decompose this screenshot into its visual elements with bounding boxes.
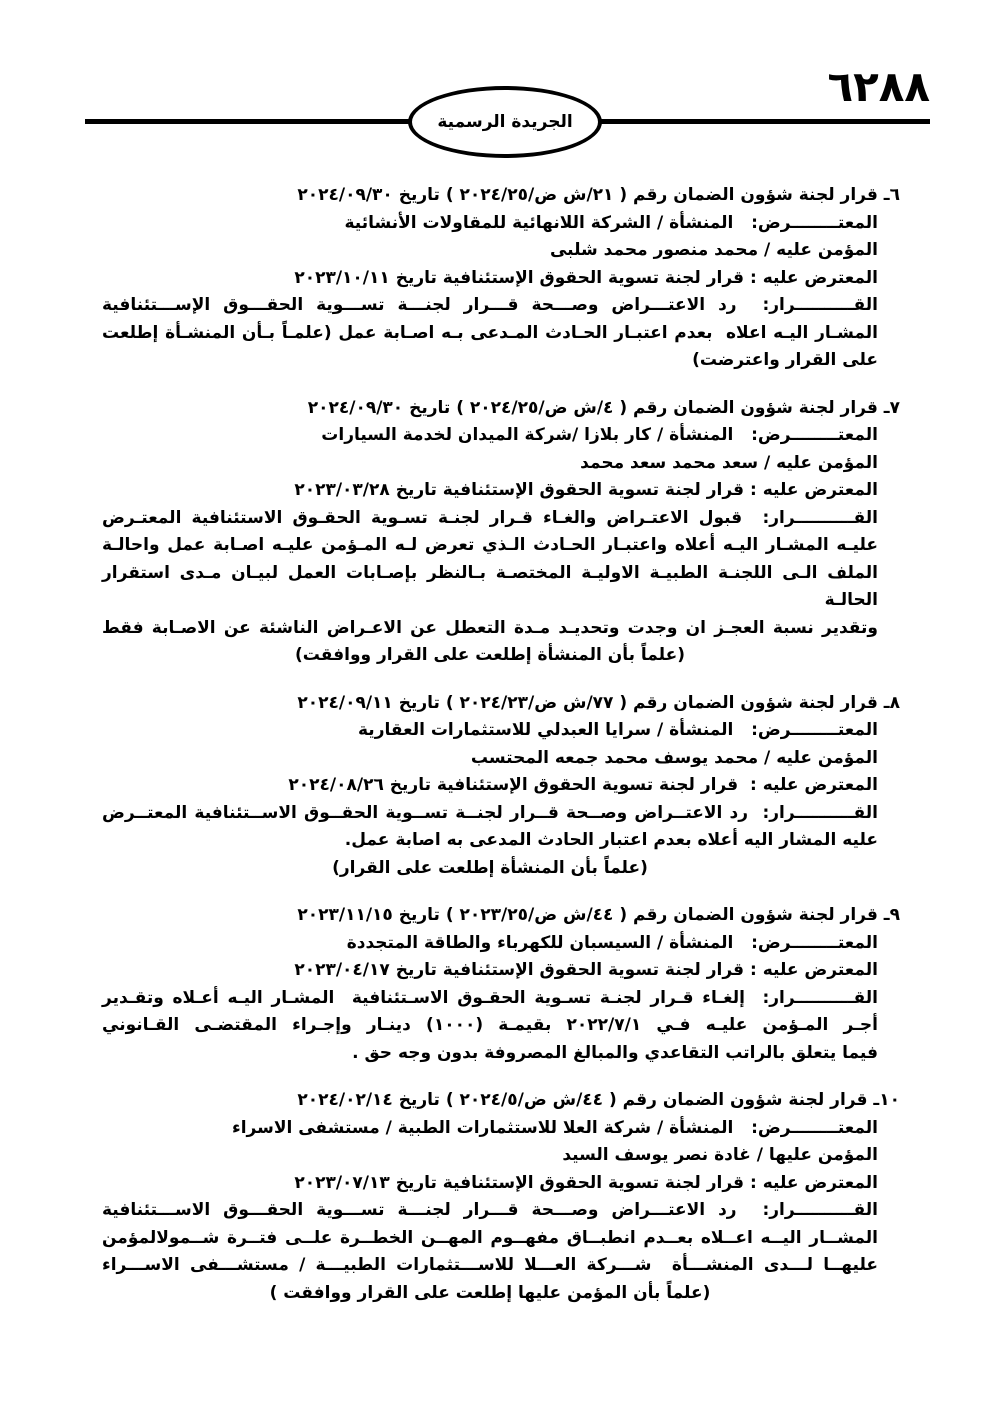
decision-note-line: (علماً بأن المنشأة إطلعت على القرار ووافقت): [294, 645, 685, 665]
decision-body-line: المشـار اليـه اعلاه بعدم اعتبـار الحـادث المـدعى بـه اصـابة عمل (علمـاً بـأن المنشـأة إطلعت: [102, 322, 878, 343]
decision-body-line: القــــــــــرار: رد الاعتــراض وصــحة قــرار لجنــة تســوية الحقــوق الاســتئنافية المعتــرض: [102, 802, 878, 823]
decision-field-line: فيما يتعلق بالراتب التقاعدي والمبالغ المصروفة بدون وجه حق .: [352, 1042, 878, 1063]
gazette-title: الجريدة الرسمية: [437, 112, 573, 132]
decision-body-line: القــــــــــرار: رد الاعتـــراض وصـــحة قـــرار لجنـــة تســـوية الحقـــوق الإســـتئنافية: [102, 295, 878, 315]
decision-field-line: المؤمن عليه / محمد يوسف محمد جمعه المحتسب: [470, 747, 878, 768]
decision-field-line: المعتــــــــرض: المنشأة / الشركة اللانهائية للمقاولات الأنشائية: [344, 212, 878, 233]
decision-field-line: المعترض عليه : قرار لجنة تسوية الحقوق الإستئنافية تاريخ ٢٠٢٣/١٠/١١: [294, 267, 878, 288]
decision-field-line: على القرار واعترضت): [692, 350, 878, 370]
decision-title: ١٠ـ قرار لجنة شؤون الضمان رقم ( ٤٤/ش ض/٢٠٢٤/٥ ) تاريخ ٢٠٢٤/٠٢/١٤: [297, 1090, 900, 1110]
decision-item: [102, 1087, 900, 1307]
decision-item: [102, 690, 900, 883]
decision-field-line: المعتــــــــرض: المنشأة / سرايا العبدلي للاستثمارات العقارية: [358, 720, 878, 740]
decision-field-line: المعتــــــــرض: المنشأة / شركة العلا للاستثمارات الطبية / مستشفى الاسراء: [232, 1117, 878, 1138]
header-rule-left: [85, 119, 409, 124]
decision-field-line: المؤمن عليه / سعد محمد سعد محمد: [580, 452, 878, 473]
decision-note-line: (علماً بأن المنشأة إطلعت على القرار): [332, 857, 648, 878]
decision-field-line: المؤمن عليه / محمد منصور محمد شلبى: [549, 240, 878, 260]
decision-body-line: المشــار اليــه اعــلاه بعــدم انطبــاق مفهــوم المهــن الخطــرة علــى فتــرة شــمولالمؤمن: [102, 1227, 878, 1248]
decision-field-line: المعترض عليه : قرار لجنة تسوية الحقوق الإستئنافية تاريخ ٢٠٢٣/٠٧/١٣: [294, 1172, 878, 1193]
decision-body-line: الملف الـى اللجنـة الطبيـة الاوليـة المختصـة بـالنظر بإصـابات العمل لبيـان مـدى استقرار الحالـة: [102, 562, 878, 610]
decision-body-line: القــــــــــرار: قبول الاعتـراض والغـاء قـرار لجنـة تسـوية الحقـوق الاستئنافية المعتـرض: [102, 507, 878, 528]
decision-title: ٨ـ قرار لجنة شؤون الضمان رقم ( ٧٧/ش ض/٢٠٢٤/٢٣ ) تاريخ ٢٠٢٤/٠٩/١١: [297, 692, 900, 713]
decision-body-line: القــــــــــرار: رد الاعتـــراض وصـــحة قـــرار لجنـــة تســـوية الحقـــوق الاســـتئنافية: [102, 1200, 878, 1220]
decision-item: [102, 902, 900, 1067]
decision-item: [102, 182, 900, 375]
decision-title: ٩ـ قرار لجنة شؤون الضمان رقم ( ٤٤/ش ض/٢٠٢٣/٢٥ ) تاريخ ٢٠٢٣/١١/١٥: [297, 905, 900, 925]
decision-title: ٦ـ قرار لجنة شؤون الضمان رقم ( ٢١/ش ض/٢٠٢٤/٢٥ ) تاريخ ٢٠٢٤/٠٩/٣٠: [297, 185, 900, 205]
decision-body-line: أجـر المـؤمن عليـه فـي ٢٠٢٢/٧/١ بقيمـة (١٠٠٠) دينـار وإجـراء المقتضـى القـانوني: [102, 1015, 879, 1035]
header-rule-right: [594, 119, 930, 124]
decision-field-line: المعترض عليه : قرار لجنة تسوية الحقوق الإستئنافية تاريخ ٢٠٢٤/٠٨/٢٦: [288, 775, 878, 795]
decision-field-line: المعترض عليه : قرار لجنة تسوية الحقوق الإستئنافية تاريخ ٢٠٢٣/٠٤/١٧: [294, 960, 878, 980]
decisions-list: [102, 182, 900, 1327]
decision-field-line: المعتــــــــرض: المنشأة / كار بلازا /شركة الميدان لخدمة السيارات: [321, 425, 878, 445]
decision-body-line: عليهــا لـــدى المنشـــأة شـــركة العـــلا للاســـتثمارات الطبيـــة / مستشـــفى الاســـراء: [102, 1255, 878, 1275]
page-number: ٦٢٨٨: [827, 62, 930, 111]
decision-field-line: المعتــــــــرض: المنشأة / السيسبان للكهرباء والطاقة المتجددة: [346, 932, 878, 953]
decision-field-line: المعترض عليه : قرار لجنة تسوية الحقوق الإستئنافية تاريخ ٢٠٢٣/٠٣/٢٨: [294, 480, 878, 500]
decision-field-line: عليه المشار اليه أعلاه بعدم اعتبار الحادث المدعى به اصابة عمل.: [344, 830, 878, 850]
decision-title: ٧ـ قرار لجنة شؤون الضمان رقم ( ٤/ش ض/٢٠٢٤/٢٥ ) تاريخ ٢٠٢٤/٠٩/٣٠: [307, 397, 900, 418]
gazette-title-ellipse: [408, 86, 602, 158]
decision-body-line: عليـه المشـار اليـه أعلاه واعتبـار الحـادث الـذي تعرض لـه المـؤمن عليـه اصـابة عمل واحالـة: [102, 535, 878, 555]
decision-field-line: المؤمن عليها / غادة نصر يوسف السيد: [562, 1145, 878, 1165]
decision-note-line: (علماً بأن المؤمن عليها إطلعت على القرار ووافقت ): [269, 1282, 711, 1303]
decision-body-line: القــــــــــرار: إلغـاء قـرار لجنـة تسـوية الحقـوق الاسـتئنافية المشـار اليـه أعـلاه وتقـدير: [102, 987, 878, 1008]
decision-body-line: وتقدير نسبة العجـز ان وجدت وتحديـد مـدة التعطل عن الاعـراض الناشئة عن الاصـابة فقط: [102, 617, 878, 638]
decision-item: [102, 395, 900, 670]
